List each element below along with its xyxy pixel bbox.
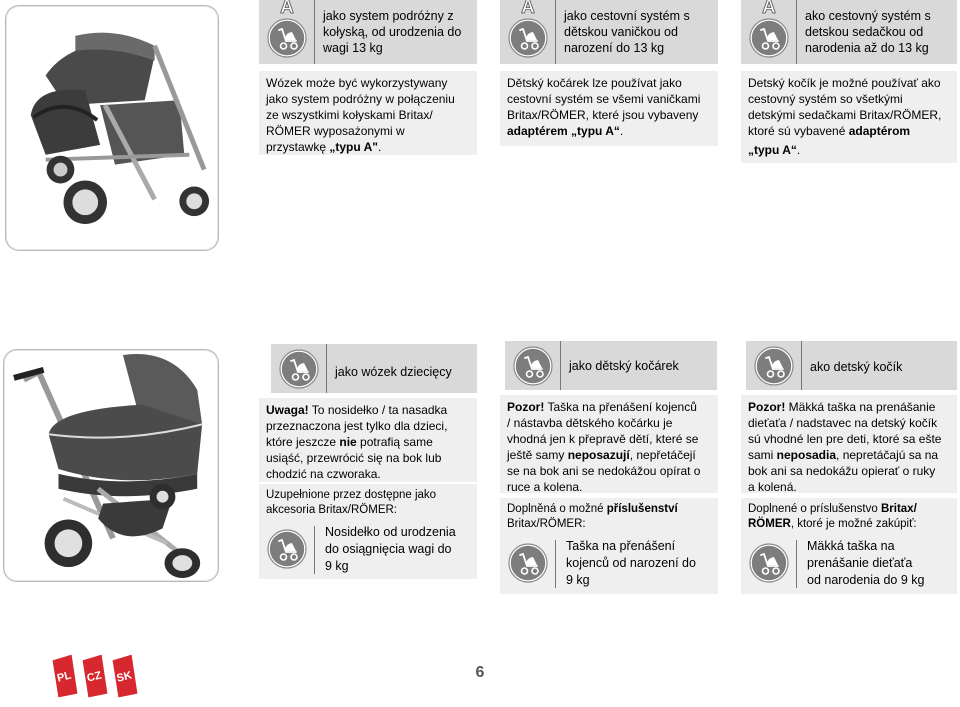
travel-system-description-pl (259, 71, 477, 155)
body-text: Doplnené o príslušenstvo (748, 503, 881, 515)
body-text: Mäkká taška na prenášanie (785, 400, 936, 414)
accessory-heading (500, 498, 718, 534)
accessory-row (259, 520, 477, 578)
warning-line: ruce a kolena. (507, 480, 583, 494)
body-text: potrafią same (356, 435, 433, 449)
body-line: RÖMER wyposażonymi w (266, 124, 405, 138)
warning-line (266, 402, 470, 418)
pram-warning-cz (500, 395, 718, 493)
adapter-bold: adaptérom (848, 124, 911, 138)
body-text: przystawkę (266, 140, 330, 154)
type-a-bold: adaptérem „typu A“ (507, 124, 620, 138)
travel-system-description-sk (741, 71, 957, 163)
warning-line: usiąść, przewrócić się na bok lub (266, 451, 442, 465)
body-text: To nosidełko / ta nasadka (308, 403, 448, 417)
travel-system-header-pl (259, 0, 477, 64)
type-a-bold: „typu A“ (748, 143, 797, 157)
warning-line: vhodná jen k přepravě dětí, které se (507, 432, 699, 446)
header-title: jako wózek dziecięcy (335, 364, 452, 379)
body-line: ze wszystkimi kołyskami Britax/ (266, 108, 433, 122)
body-text: ještě samy (507, 448, 568, 462)
accessory-item-line: 9 kg (325, 559, 349, 573)
body-line: Wózek może być wykorzystywany (266, 76, 448, 90)
warning-bold: neposadia (776, 448, 837, 462)
stroller-icon (267, 18, 307, 58)
body-line (748, 142, 950, 158)
pram-warning-sk (741, 395, 957, 493)
header-title (556, 8, 696, 56)
body-line (507, 123, 711, 139)
stroller-icon (267, 529, 307, 569)
icon-cell (746, 341, 802, 390)
body-line (748, 123, 950, 139)
warning-bold: Pozor! (507, 400, 545, 414)
body-text: , nepřetáčejí (629, 448, 696, 462)
photo-travel-system (5, 5, 219, 251)
accessory-item-line: od narodenia do 9 kg (807, 573, 925, 587)
body-text: . (377, 140, 382, 154)
warning-line (507, 399, 711, 415)
accessory-heading-line: Uzupełnione przez dostępne jako (266, 489, 437, 501)
warning-line (266, 434, 470, 450)
accessory-item (325, 524, 456, 575)
warning-bold: Pozor! (748, 400, 786, 414)
body-line: Dětský kočárek lze používat jako (507, 76, 682, 90)
warning-bold: nie (339, 435, 357, 449)
flag-cz-label: CZ (85, 669, 103, 685)
title-line: jako system podróżny z (323, 9, 454, 23)
warning-line: / nástavba dětského kočárku je (507, 416, 673, 430)
body-line: detskými sedačkami Britax/RÖMER, (748, 108, 942, 122)
type-a-label: A (521, 0, 535, 18)
body-line: cestovný systém so všetkými (748, 92, 903, 106)
header-title: ako detský kočík (810, 360, 903, 374)
body-text: , nepretáčajú sa na (836, 448, 939, 462)
accessory-heading (741, 498, 957, 534)
title-line: narodenia až do 13 kg (805, 41, 929, 55)
title-line: jako cestovní systém s (564, 9, 690, 23)
accessory-item (807, 538, 924, 589)
accessory-bold: RÖMER (748, 518, 791, 530)
accessory-heading-line (748, 517, 950, 532)
accessory-bold: Britax/ (880, 503, 917, 515)
title-line: ako cestovný systém s (805, 9, 931, 23)
icon-cell (500, 540, 556, 588)
warning-line: a kolená. (748, 480, 797, 494)
body-line: jako system podróżny w połączeniu (266, 92, 455, 106)
body-text: które jeszcze (266, 435, 340, 449)
page-number: 6 (475, 664, 485, 681)
body-text: . (796, 143, 801, 157)
stroller-with-carrycot-image (4, 350, 218, 581)
icon-cell (259, 526, 315, 574)
warning-bold: neposazují (567, 448, 630, 462)
title-line: wagi 13 kg (323, 41, 383, 55)
pram-warning-pl (259, 398, 477, 482)
header-title (315, 8, 467, 56)
travel-system-header-sk (741, 0, 957, 64)
icon-cell (259, 0, 315, 64)
body-text: Doplněná o možné (507, 503, 607, 515)
type-a-label: A (280, 0, 294, 18)
accessory-item-line: kojenců od narození do (566, 556, 696, 570)
body-line: Detský kočík je možné používať ako (748, 76, 941, 90)
body-text: , ktoré je možné zakúpiť: (790, 518, 917, 530)
pram-header-pl (271, 344, 477, 393)
warning-line: przeznaczona jest tylko dla dzieci, (266, 419, 448, 433)
accessory-row (500, 534, 718, 592)
title-line: kołyską, od urodzenia do (323, 25, 462, 39)
accessory-row (741, 534, 957, 592)
stroller-icon (754, 346, 794, 386)
header-title (797, 8, 937, 56)
warning-line (748, 399, 950, 415)
stroller-icon (508, 18, 548, 58)
pram-header-sk (746, 341, 957, 390)
body-line: Britax/RÖMER, které jsou vybaveny (507, 108, 699, 122)
warning-line: bok ani sa nedokážu opierať o ruky (748, 464, 936, 478)
accessory-box-cz (500, 498, 718, 594)
warning-line: sú vhodné len pre deti, ktoré sa ešte (748, 432, 942, 446)
header-title: jako dětský kočárek (569, 358, 679, 373)
body-text: sami (748, 448, 777, 462)
travel-system-header-cz (500, 0, 718, 64)
flag-sk-label: SK (115, 669, 134, 685)
flag-pl-label: PL (56, 669, 73, 685)
warning-line: chodzić na czworaka. (266, 467, 381, 481)
accessory-heading-line: Britax/RÖMER: (507, 518, 586, 530)
pram-header-cz (505, 341, 717, 390)
icon-cell (500, 0, 556, 64)
accessory-item-line: 9 kg (566, 573, 590, 587)
accessory-item-line: prenášanie dieťaťa (807, 556, 913, 570)
type-a-label: A (762, 0, 776, 18)
stroller-icon (749, 543, 789, 583)
icon-cell (505, 341, 561, 390)
warning-line: se na bok ani se nedokážou opírat o (507, 464, 701, 478)
accessory-box-sk (741, 498, 957, 594)
accessory-item-line: do osiągnięcia wagi do (325, 542, 452, 556)
accessory-item-line: Taška na přenášení (566, 539, 676, 553)
type-a-bold: „typu A" (329, 140, 378, 154)
travel-system-description-cz (500, 71, 718, 146)
warning-bold: Uwaga! (266, 403, 309, 417)
accessory-item-line: Mäkká taška na (807, 539, 895, 553)
body-line (266, 139, 470, 155)
accessory-heading-line (748, 502, 950, 517)
warning-line (748, 447, 950, 463)
icon-cell (741, 540, 797, 588)
accessory-item-line: Nosidełko od urodzenia (325, 525, 456, 539)
accessory-box-pl (259, 484, 477, 579)
body-text: . (619, 124, 624, 138)
body-line: cestovní systém se všemi vaničkami (507, 92, 701, 106)
icon-cell (741, 0, 797, 64)
accessory-heading (259, 484, 477, 520)
accessory-heading-line (507, 502, 711, 517)
stroller-icon (749, 18, 789, 58)
warning-line (507, 447, 711, 463)
icon-cell (271, 344, 327, 393)
photo-pram (3, 349, 219, 582)
body-text: Taška na přenášení kojenců (544, 400, 697, 414)
stroller-with-carseats-image (6, 6, 218, 250)
accessory-item (566, 538, 696, 589)
title-line: dětskou vaničkou od (564, 25, 678, 39)
accessory-heading-line: akcesoria Britax/RÖMER: (266, 504, 398, 516)
stroller-icon (508, 543, 548, 583)
title-line: narození do 13 kg (564, 41, 665, 55)
stroller-icon (279, 349, 319, 389)
body-text: ktoré sú vybavené (748, 124, 849, 138)
stroller-icon (513, 346, 553, 386)
warning-line: dieťaťa / nadstavec na detský kočík (748, 416, 938, 430)
title-line: detskou sedačkou od (805, 25, 924, 39)
accessory-bold: příslušenství (606, 503, 678, 515)
